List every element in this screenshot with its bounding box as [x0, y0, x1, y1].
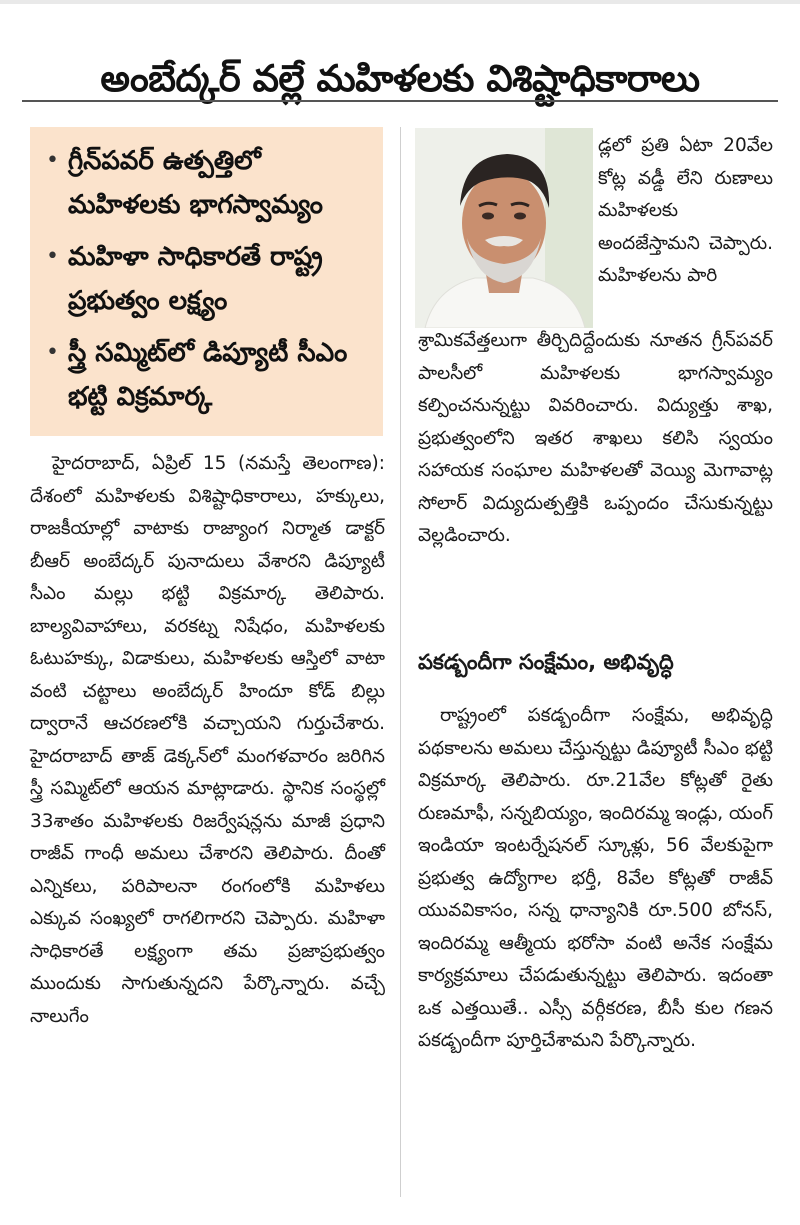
highlights-box	[30, 127, 383, 436]
bullet-icon: •	[46, 340, 59, 365]
article-body-right-main: శ్రామికవేత్తలుగా తీర్చిదిద్దేందుకు నూతన గ్రీన్‌పవర్ పాలసీలో మహిళలకు భాగస్వామ్యం కల్పించనున్నట్టు వివరించారు. విద్యుత్తు శాఖ, ప్రభుత్వంలోని ఇతర శాఖలు కలిసి స్వయం సహాయక సంఘాల మహిళలతో వెయ్యి మెగావాట్ల సోలార్ విద్యుదుత్పత్తికి ఒప్పందం చేసుకున్నట్టు వెల్లడించారు.	[418, 330, 773, 546]
portrait-photo	[415, 128, 593, 328]
highlight-text: మహిళా సాధికారతే రాష్ట్ర ప్రభుత్వం లక్ష్యం	[68, 242, 323, 316]
article-body-right-bottom: రాష్ట్రంలో పకడ్బందీగా సంక్షేమ, అభివృద్ధి పథకాలను అమలు చేస్తున్నట్టు డిప్యూటీ సీఎం భట్టి విక్రమార్క తెలిపారు. రూ.21వేల కోట్లతో రైతు రుణమాఫీ, సన్నబియ్యం, ఇందిరమ్మ ఇండ్లు, యంగ్ ఇండియా ఇంటర్నేషనల్ స్కూళ్లు, 56 వేలకుపైగా ప్రభుత్వ ఉద్యోగాల భర్తీ, 8వేల కోట్లతో రాజీవ్ యువవికాసం, సన్న ధాన్యానికి రూ.500 బోనస్, ఇందిరమ్మ ఆత్మీయ భరోసా వంటి అనేక సంక్షేమ కార్యక్రమాలు చేపడుతున్నట్టు తెలిపారు. ఇదంతా ఒక ఎత్తయితే.. ఎస్సీ వర్గీకరణ, బీసీ కుల గణన పకడ్బందీగా పూర్తిచేశామని పేర్కొన్నారు.	[418, 705, 774, 1051]
highlight-item	[46, 139, 375, 227]
headline-rule	[22, 100, 778, 102]
section-subheading: పకడ్బందీగా సంక్షేమం, అభివృద్ధి	[418, 650, 674, 674]
bullet-icon: •	[46, 148, 59, 173]
highlight-text: స్త్రీ సమ్మిట్‌లో డిప్యూటీ సీఎం భట్టి విక్రమార్క	[68, 338, 348, 412]
article-body-left: హైదరాబాద్, ఏప్రిల్ 15 (నమస్తే తెలంగాణ): దేశంలో మహిళలకు విశిష్టాధికారాలు, హక్కులు, రాజకీయాల్లో వాటాకు రాజ్యాంగ నిర్మాత డాక్టర్ బీఆర్ అంబేద్కర్ పునాదులు వేశారని డిప్యూటీ సీఎం మల్లు భట్టి విక్రమార్క తెలిపారు. బాల్యవివాహాలు, వరకట్న నిషేధం, మహిళలకు ఓటుహక్కు, విడాకులు, మహిళలకు ఆస్తిలో వాటా వంటి చట్టాలు అంబేద్కర్ హిందూ కోడ్ బిల్లు ద్వారానే ఆచరణలోకి వచ్చాయని గుర్తుచేశారు. హైదరాబాద్ తాజ్ డెక్కన్‌లో మంగళవారం జరిగిన స్త్రీ సమ్మిట్‌లో ఆయన మాట్లాడారు. స్థానిక సంస్థల్లో 33శాతం మహిళలకు రిజర్వేషన్లను మాజీ ప్రధాని రాజీవ్ గాంధీ అమలు చేశారని తెలిపారు. దీంతో ఎన్నికలు, పరిపాలనా రంగంలోకి మహిళలు ఎక్కువ సంఖ్యలో రాగలిగారని చెప్పారు. మహిళా సాధికారతే లక్ష్యంగా తమ ప్రజాప్రభుత్వం ముందుకు సాగుతున్నదని పేర్కొన్నారు. వచ్చే నాలుగేం	[30, 453, 385, 1027]
bullet-icon: •	[46, 244, 59, 269]
column-divider	[400, 127, 401, 1197]
highlight-item	[46, 331, 375, 419]
highlight-item	[46, 235, 375, 323]
article-body-right-top: డ్లలో ప్రతి ఏటా 20వేల కోట్ల వడ్డీ లేని రుణాలు మహిళలకు అందజేస్తామని చెప్పారు. మహిళలను పారి	[598, 135, 773, 286]
highlight-text: గ్రీన్‌పవర్ ఉత్పత్తిలో మహిళలకు భాగస్వామ్యం	[68, 146, 323, 220]
top-border	[0, 0, 800, 4]
article-headline: అంబేద్కర్ వల్లే మహిళలకు విశిష్టాధికారాలు	[100, 56, 700, 100]
